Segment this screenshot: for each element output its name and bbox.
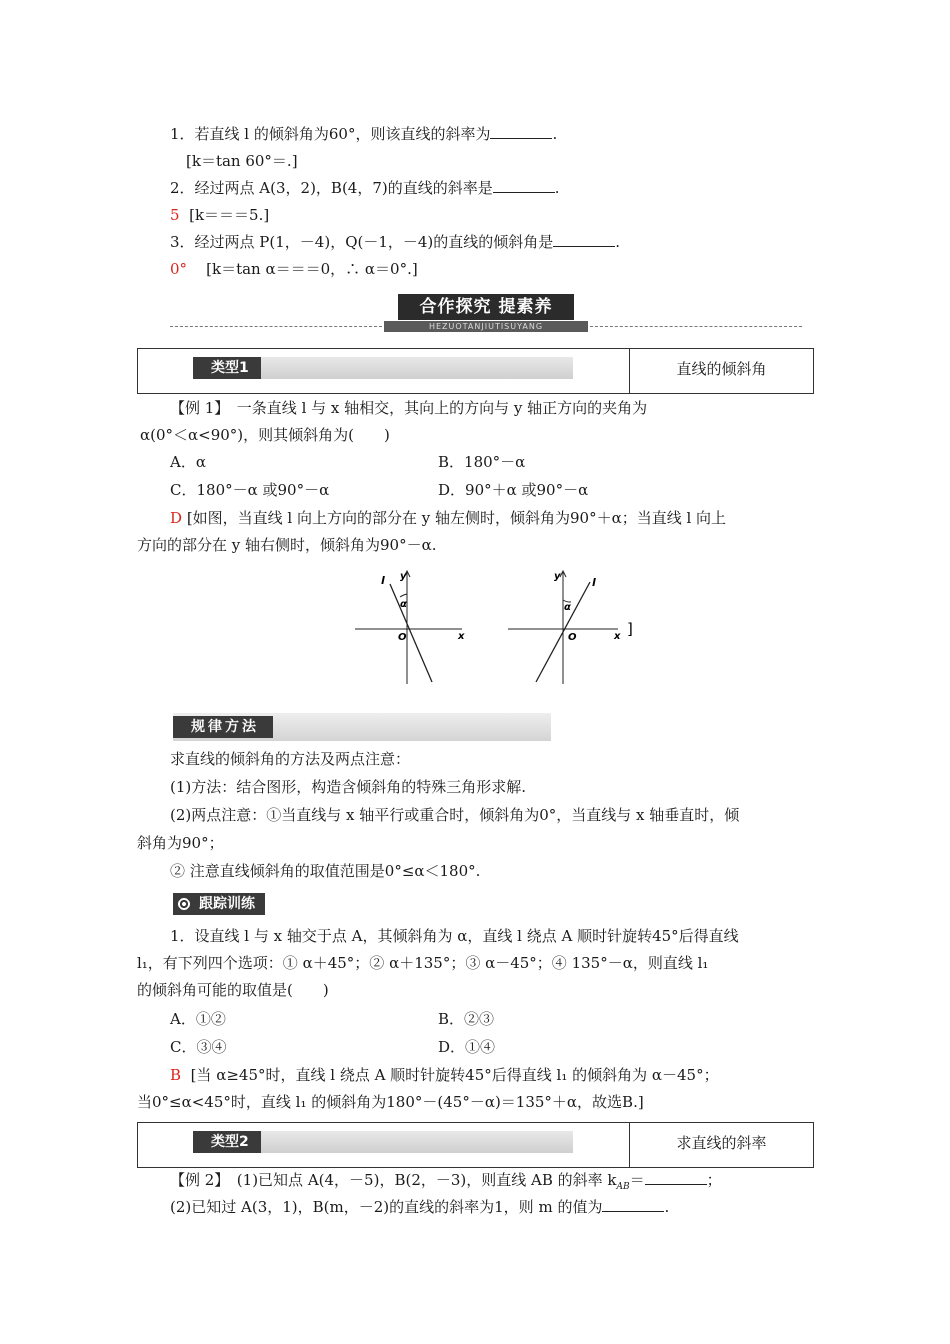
answer-key: 0° (170, 260, 188, 278)
training-option-d: D．①④ (438, 1038, 496, 1056)
training-question-line-3: 的倾斜角可能的取值是( ) (137, 981, 329, 999)
example-2-line-1: 【例 2】 (1)已知点 A(4，－5)，B(2，－3)，则直线 AB 的斜率 $k_{AB}=$ ； (170, 1171, 722, 1192)
example-1-option-d: D．90°＋α 或90°－α (438, 481, 589, 499)
training-option-b: B．②③ (438, 1010, 495, 1028)
example-1-answer-line-1: D [如图，当直线 l 向上方向的部分在 y 轴左侧时，倾斜角为90°＋α；当直线 l 向上 (170, 509, 727, 527)
example-1-option-b: B．180°－α (438, 453, 526, 471)
label-x: x (458, 631, 465, 642)
type-1-tag: 类型1 (193, 357, 261, 379)
label-origin: O (398, 632, 407, 643)
training-answer-line-1: B [当 α≥45°时，直线 l 绕点 A 顺时针旋转45°后得直线 l₁ 的倾斜角为 α－45°； (170, 1066, 719, 1084)
exercise-2-answer: 5 [k＝＝＝5.] (170, 206, 270, 224)
label-alpha: α (564, 602, 571, 613)
figure-right (508, 571, 621, 684)
inclination-figure (350, 562, 650, 690)
exercise-3-answer: 0° [k＝tan α＝＝＝0，∴ α＝0°.] (170, 260, 418, 278)
training-option-c: C．③④ (170, 1038, 227, 1056)
example-1-line-1: 【例 1】 一条直线 l 与 x 轴相交，其向上的方向与 y 轴正方向的夹角为 (170, 399, 648, 417)
training-question-line-1: 1．设直线 l 与 x 轴交于点 A，其倾斜角为 α，直线 l 绕点 A 顺时针旋转45°后得直线 (170, 927, 739, 945)
method-header (173, 713, 551, 741)
banner-divider-right (590, 326, 802, 327)
method-point-3: ② 注意直线倾斜角的取值范围是0°≤α＜180°. (170, 862, 481, 880)
label-y: y (554, 571, 561, 582)
training-answer-line-2: 当0°≤α<45°时，直线 l₁ 的倾斜角为180°－(45°－α)＝135°＋α，故选B.] (137, 1093, 644, 1111)
banner-divider-left (170, 326, 382, 327)
label-origin: O (568, 632, 577, 643)
answer-blank (493, 178, 555, 193)
example-1-option-a: A．α (170, 453, 206, 471)
exercise-2: 2．经过两点 A(3，2)，B(4，7)的直线的斜率是 . (170, 179, 560, 197)
angle-arc (400, 594, 407, 597)
exercise-3: 3．经过两点 P(1，－4)，Q(－1，－4)的直线的倾斜角是 . (170, 233, 621, 251)
answer-key: D (170, 509, 183, 527)
training-header (173, 891, 287, 917)
answer-blank (645, 1170, 707, 1185)
exercise-1: 1．若直线 l 的倾斜角为60°，则该直线的斜率为 . (170, 125, 558, 143)
method-point-2-line-2: 斜角为90°； (137, 834, 224, 852)
training-question-line-2: l₁，有下列四个选项：① α＋45°；② α＋135°；③ α－45°；④ 135°－α，则直线 l₁ (137, 954, 709, 972)
example-1-option-c: C．180°－α 或90°－α (170, 481, 330, 499)
figure-left (355, 571, 465, 684)
answer-key: 5 (170, 206, 180, 224)
label-y: y (400, 571, 407, 582)
banner-subtitle: HEZUOTANJIUTISUYANG (384, 321, 588, 332)
type-2-title: 求直线的斜率 (676, 1134, 767, 1152)
type-2-header (137, 1122, 814, 1168)
method-intro: 求直线的倾斜角的方法及两点注意： (170, 750, 411, 768)
banner-title: 合作探究 提素养 (398, 294, 574, 320)
training-option-a: A．①② (170, 1010, 226, 1028)
example-2-line-2: (2)已知过 A(3，1)，B(m，－2)的直线的斜率为1，则 m 的值为 . (170, 1198, 670, 1216)
example-1-answer-line-2: 方向的部分在 y 轴右侧时，倾斜角为90°－α. (137, 536, 437, 554)
answer-blank (490, 124, 552, 139)
label-l: l (381, 574, 385, 587)
type-1-bar (193, 357, 573, 379)
method-tag: 规律方法 (173, 716, 273, 738)
label-alpha: α (400, 599, 407, 610)
example-1-line-2: α(0°＜α<90°)，则其倾斜角为( ) (140, 426, 390, 444)
label-x: x (614, 631, 621, 642)
answer-blank (553, 232, 615, 247)
section-banner (170, 292, 802, 338)
figure-close-bracket: ] (627, 620, 633, 638)
target-icon (175, 895, 193, 913)
line-l (390, 584, 432, 682)
type-1-header (137, 348, 814, 394)
method-point-1: (1)方法：结合图形，构造含倾斜角的特殊三角形求解. (170, 778, 527, 796)
type-2-bar (193, 1131, 573, 1153)
answer-blank (602, 1197, 664, 1212)
training-tag: 跟踪训练 (173, 893, 265, 915)
answer-key: B (170, 1066, 182, 1084)
label-l: l (592, 576, 596, 589)
exercise-1-answer: [k＝tan 60°＝.] (186, 152, 298, 170)
type-1-title: 直线的倾斜角 (676, 360, 767, 378)
type-2-tag: 类型2 (193, 1131, 261, 1153)
method-point-2-line-1: (2)两点注意：①当直线与 x 轴平行或重合时，倾斜角为0°，当直线与 x 轴垂直时，倾 (170, 806, 740, 824)
